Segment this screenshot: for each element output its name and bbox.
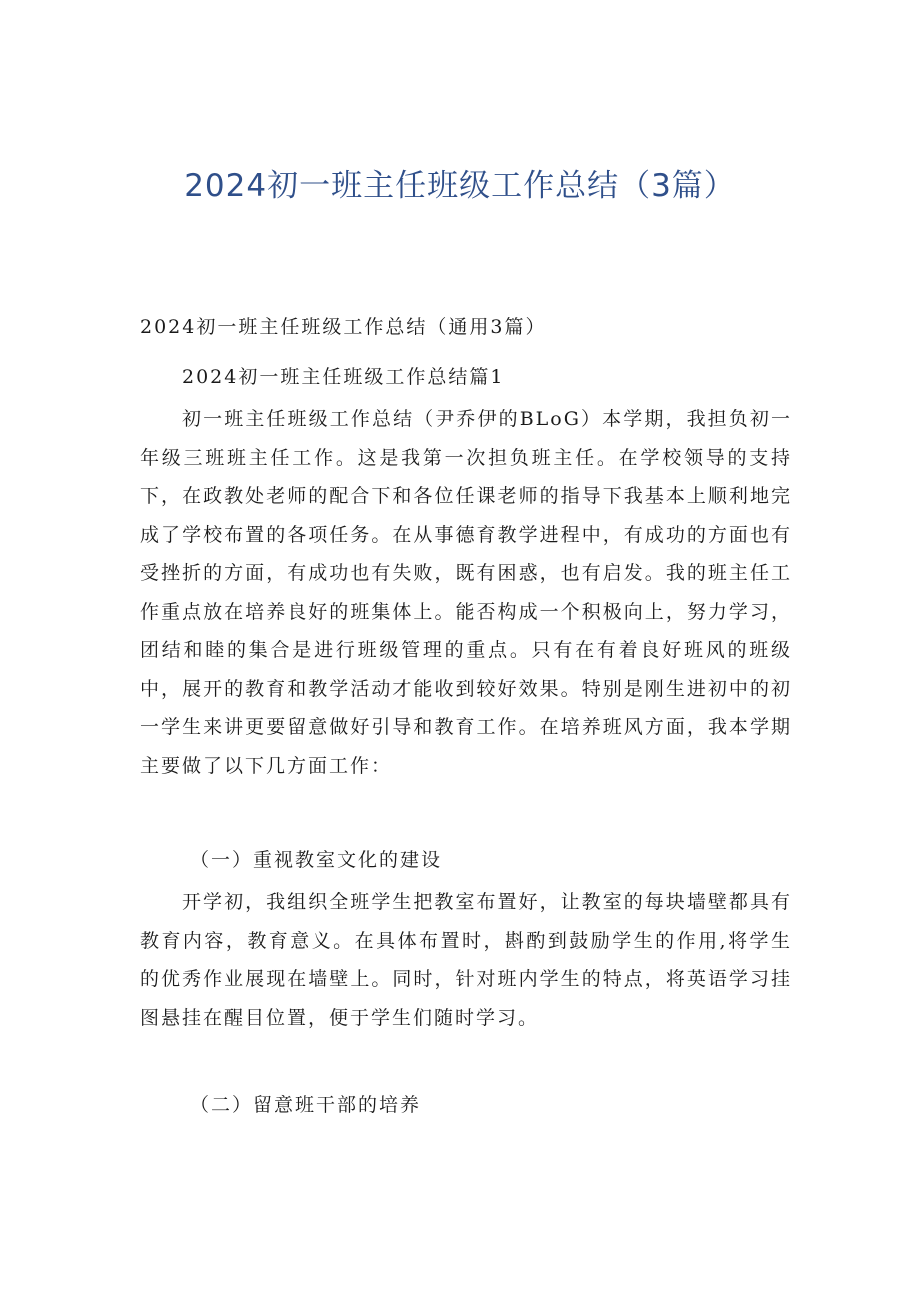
section-heading-1: （一）重视教室文化的建设 xyxy=(190,849,443,871)
part-heading: 2024初一班主任班级工作总结篇1 xyxy=(182,366,505,388)
body-paragraph-2: 开学初，我组织全班学生把教室布置好，让教室的每块墙壁都具有教育内容，教育意义。在具体布置时，斟酌到鼓励学生的作用,将学生的优秀作业展现在墙壁上。同时，针对班内学生的特点，将英语学习挂图悬挂在醒目位置，便于学生们随时学习。 xyxy=(140,891,792,1029)
document-subtitle: 2024初一班主任班级工作总结（通用3篇） xyxy=(140,316,547,338)
section-heading-2: （二）留意班干部的培养 xyxy=(190,1094,422,1116)
body-paragraph-1: 初一班主任班级工作总结（尹乔伊的BLoG）本学期，我担负初一年级三班班主任工作。这是我第一次担负班主任。在学校领导的支持下，在政教处老师的配合下和各位任课老师的指导下我基本上顺利地完成了学校布置的各项任务。在从事德育教学进程中，有成功的方面也有受挫折的方面，有成功也有失败，既有困惑，也有启发。我的班主任工作重点放在培养良好的班集体上。能否构成一个积极向上，努力学习，团结和睦的集合是进行班级管理的重点。只有在有着良好班风的班级中，展开的教育和教学活动才能收到较好效果。特别是刚生进初中的初一学生来讲更要留意做好引导和教育工作。在培养班风方面，我本学期主要做了以下几方面工作： xyxy=(140,408,792,777)
document-title: 2024初一班主任班级工作总结（3篇） xyxy=(184,168,736,204)
